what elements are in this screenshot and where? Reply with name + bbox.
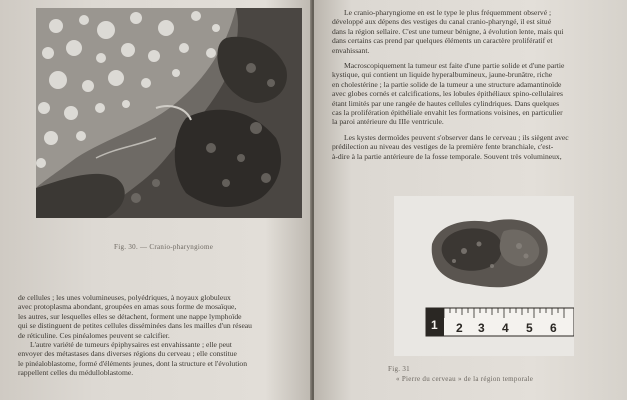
text-line: Le cranio-pharyngiome en est le type le plus fréquemment observé ; [344, 8, 552, 17]
text-line: la paroi antérieure du IIIe ventricule. [332, 117, 444, 127]
text-line: en cholestérine ; la partie solide de la tumeur a une structure adamantinoïde [332, 79, 562, 89]
figure-caption: Fig. 30. — Cranio-pharyngiome [114, 243, 214, 251]
text-line: développé aux dépens des vestiges du canal cranio-pharyngé, il est situé [332, 17, 552, 27]
ruler-number: 1 [431, 318, 438, 332]
text-line: prédilection au niveau des vestiges de la première fente branchiale, c'est- [332, 142, 554, 152]
text-line: de cellules ; les unes volumineuses, polyédriques, à noyaux globuleux [18, 293, 231, 302]
measuring-ruler [426, 308, 574, 336]
text-line: L'autre variété de tumeurs épiphysaires est envahissante ; elle peut [30, 340, 232, 350]
text-line: dans certains cas prend par quelques éléments un caractère prolifératif et [332, 36, 553, 46]
text-line: avec protoplasma abondant, groupées en amas sous forme de mosaïque, [18, 302, 237, 312]
text-line: de réticuline. Ces pinéalomes peuvent se calcifier. [18, 330, 170, 340]
text-line: kystique, qui contient un liquide hyperalbumineux, jaune-brunâtre, riche [332, 70, 553, 80]
micrograph-illustration [36, 8, 302, 218]
body-text-left [18, 293, 308, 378]
text-line: étant limités par une rangée de hautes cellules cylindriques. Dans quelques [332, 98, 560, 108]
text-line: dans la région sellaire. C'est une tumeur bénigne, à évolution lente, mais qui [332, 26, 564, 36]
text-line: qui se distinguent de petites cellules disséminées dans les mailles d'un réseau [18, 321, 252, 331]
figure-number: Fig. 31 [388, 365, 410, 373]
specimen-illustration [394, 196, 574, 356]
text-line: le pinéaloblastome, formé d'éléments jeunes, dont la structure et l'évolution [18, 358, 248, 368]
text-line: les autres, sur lesquelles elles se détachent, forment une nappe lymphoïde [18, 311, 242, 321]
text-line: avec globes cornés et calcifications, les lobules épithéliaux spino-cellulaires [332, 89, 563, 99]
ruler-number: 4 [502, 321, 509, 335]
text-line: envahissant. [332, 45, 370, 55]
ruler-number: 2 [456, 321, 463, 335]
text-line: rappellent celles du médulloblastome. [18, 368, 134, 378]
specimen-photo [394, 196, 574, 356]
text-line: à-dire à la partie antérieure de la fosse temporale. Souvent très volumineux, [332, 151, 562, 161]
body-text-right [332, 8, 620, 161]
ruler-number: 5 [526, 321, 533, 335]
text-line: envoyer des métastases dans diverses régions du cerveau ; elle constitue [18, 349, 237, 359]
micrograph-image [36, 8, 302, 218]
text-line: cas la prolifération épithéliale envahit les formations voisines, en particulier [332, 108, 563, 118]
ruler-number: 3 [478, 321, 485, 335]
left-page [0, 0, 312, 400]
figure-caption: « Pierre du cerveau » de la région temporale [396, 375, 534, 383]
ruler-number: 6 [550, 321, 557, 335]
text-line: Macroscopiquement la tumeur est faite d'une partie solide et d'une partie [344, 61, 565, 71]
text-line: Les kystes dermoïdes peuvent s'observer dans le cerveau ; ils siègent avec [344, 132, 569, 142]
